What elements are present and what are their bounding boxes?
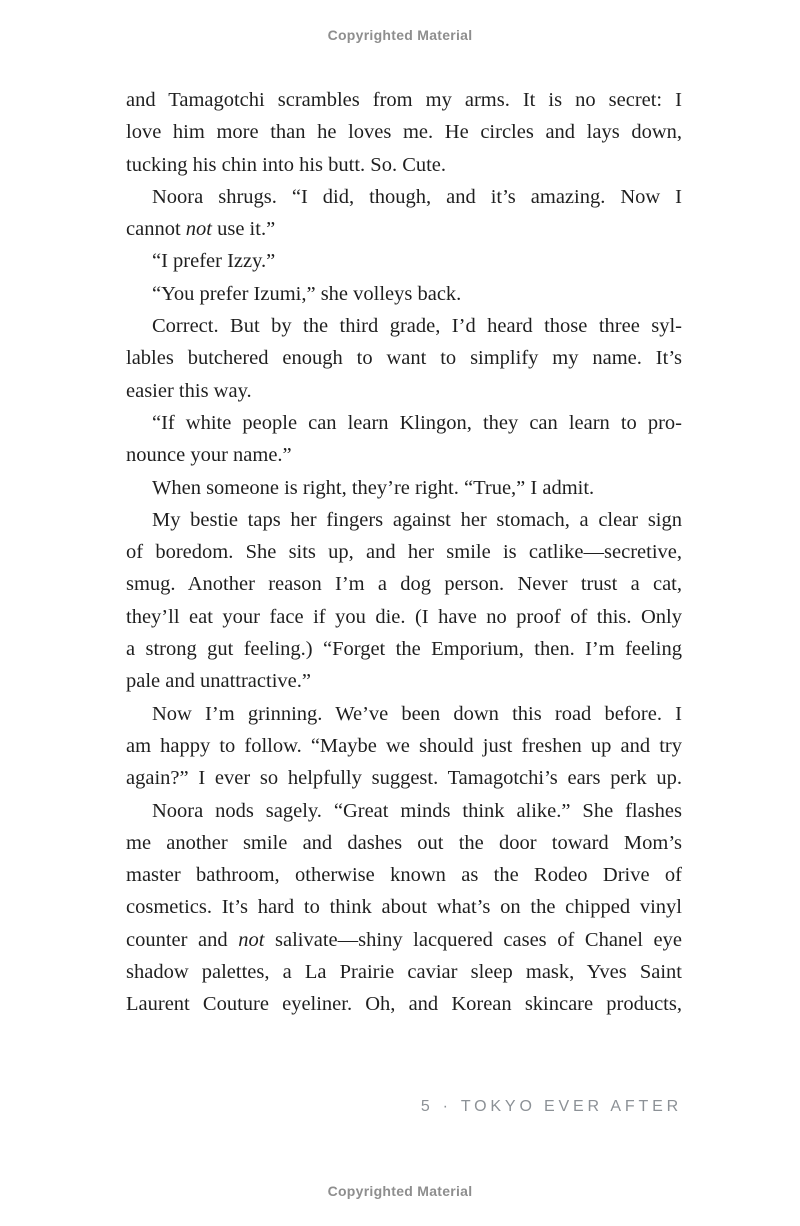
text-segment: a strong gut feeling.) “Forget the Emporium, then. I’m feeling [126,638,682,661]
text-segment: “I prefer Izzy.” [152,250,276,273]
text-segment: love him more than he loves me. He circles and lays down, [126,121,682,144]
text-line [126,988,682,1020]
text-segment: Noora nods sagely. “Great minds think alike.” She flashes [152,799,682,822]
text-line [126,924,682,956]
text-line [126,536,682,568]
text-line [126,601,682,633]
text-segment: When someone is right, they’re right. “True,” I admit. [152,476,595,499]
text-segment: of boredom. She sits up, and her smile is catlike—secretive, [126,541,682,564]
page-footer [421,1098,682,1116]
text-line [126,827,682,859]
text-segment: Correct. But by the third grade, I’d heard those three syl- [152,315,682,338]
text-segment: “If white people can learn Klingon, they can learn to pro- [152,411,682,434]
text-segment: tucking his chin into his butt. So. Cute. [126,153,447,176]
text-segment: easier this way. [126,379,252,402]
text-segment: again?” I ever so helpfully suggest. Tamagotchi’s ears perk up. [126,767,682,790]
text-line [126,568,682,600]
footer-separator-icon: · [442,1098,452,1115]
text-segment: lables butchered enough to want to simplify my name. It’s [126,347,682,370]
text-line [126,633,682,665]
text-segment: cosmetics. It’s hard to think about what’s on the chipped vinyl [126,896,682,919]
page-number: 5 [420,1098,434,1115]
text-line [126,891,682,923]
text-segment: smug. Another reason I’m a dog person. Never trust a cat, [126,573,682,596]
text-line [126,472,682,504]
text-line [126,762,682,794]
text-segment: am happy to follow. “Maybe we should just freshen up and try [126,734,682,757]
text-segment: My bestie taps her fingers against her stomach, a clear sign [152,508,682,531]
copyright-notice-top: Copyrighted Material [327,27,473,43]
text-segment: pale and unattractive.” [126,670,311,693]
text-line [126,504,682,536]
text-segment: and Tamagotchi scrambles from my arms. It is no secret: I [126,89,682,111]
text-segment: not [238,928,265,951]
text-segment: shadow palettes, a La Prairie caviar sleep mask, Yves Saint [126,961,682,984]
text-line [126,278,682,310]
text-segment: “You prefer Izumi,” she volleys back. [152,282,462,305]
text-line [126,310,682,342]
text-line [126,795,682,827]
text-line [126,439,682,471]
text-line [126,859,682,891]
text-segment: master bathroom, otherwise known as the Rodeo Drive of [126,864,682,887]
text-line [126,245,682,277]
text-line [126,84,682,116]
text-segment: counter and [126,928,239,951]
text-segment: nounce your name.” [126,444,292,467]
text-segment: Now I’m grinning. We’ve been down this road before. I [152,702,682,725]
text-line [126,730,682,762]
copyright-notice-bottom: Copyrighted Material [327,1183,473,1199]
text-segment: salivate—shiny lacquered cases of Chanel eye [264,928,683,951]
text-segment: Noora shrugs. “I did, though, and it’s amazing. Now I [152,185,682,208]
text-line [126,342,682,374]
text-line [126,116,682,148]
text-block [126,84,682,1021]
text-segment: me another smile and dashes out the door toward Mom’s [126,831,682,854]
book-title: TOKYO EVER AFTER [460,1098,682,1115]
text-segment: use it.” [211,218,276,241]
text-segment: Laurent Couture eyeliner. Oh, and Korean skincare products, [126,993,682,1016]
text-line [126,213,682,245]
text-line [126,375,682,407]
text-line [126,149,682,181]
text-line [126,698,682,730]
text-segment: not [185,218,212,241]
text-line [126,956,682,988]
text-segment: they’ll eat your face if you die. (I have no proof of this. Only [126,605,682,628]
text-line [126,407,682,439]
text-line [126,181,682,213]
text-segment: cannot [126,218,186,241]
text-line [126,665,682,697]
